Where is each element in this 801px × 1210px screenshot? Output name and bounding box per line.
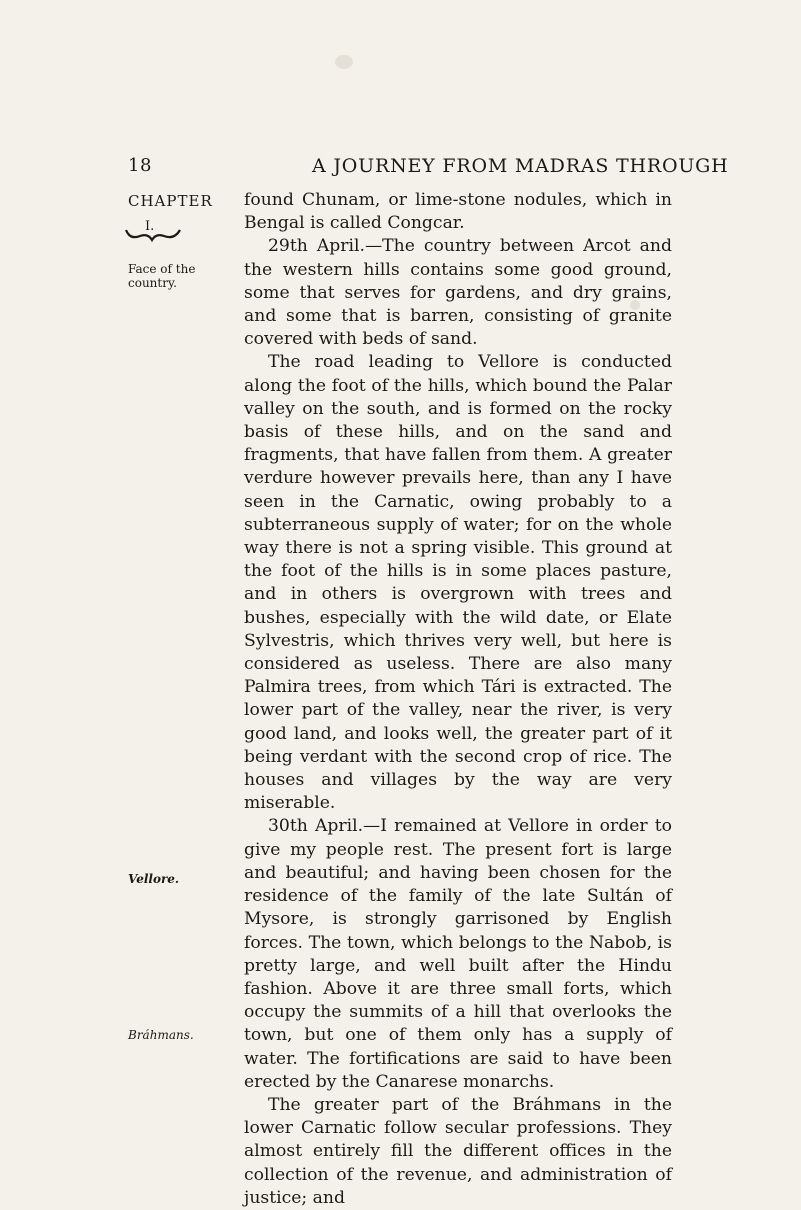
- paper-stain: [335, 55, 353, 69]
- paragraph-chunam: found Chunam, or lime-stone nodules, which in Bengal is called Congcar.: [244, 190, 672, 234]
- chapter-label: CHAPTER: [128, 192, 213, 210]
- margin-note-vellore: Vellore.: [128, 872, 180, 886]
- page-number: 18: [128, 155, 152, 176]
- paragraph-brahmans: The greater part of the Bráhmans in the lower Carnatic follow secular professions. They almost entirely fill the different offices in the collection of the revenue, and administration of justice; and: [244, 1094, 672, 1208]
- chapter-number: I.: [145, 219, 155, 234]
- body-text: [244, 189, 672, 1210]
- margin-note-brahmans: Bráhmans.: [128, 1028, 194, 1042]
- margin-note-face-of-country: Face of the country.: [128, 262, 196, 290]
- paragraph-30th-april: 30th April.—I remained at Vellore in order to give my people rest. The present fort is large and beautiful; and having been chosen for the residence of the family of the late Sultán of Mysore, is strongly garrisoned by English forces. The town, which belongs to the Nabob, is pretty large, and well built after the Hindu fashion. Above it are three small forts, which occupy the summits of a hill that overlooks the town, but one of them only has a supply of water. The fortifications are said to have been erected by the Canarese monarchs.: [244, 816, 672, 1092]
- paragraph-29th-april: 29th April.—The country between Arcot and the western hills contains some good ground, some that serves for gardens, and dry grains, and some that is barren, consisting of granite covered with beds of sand.: [244, 236, 672, 350]
- paragraph-road-to-vellore: The road leading to Vellore is conducted along the foot of the hills, which bound the Palar valley on the south, and is formed on the rocky basis of these hills, and on the sand and fragments, that have fallen from them. A greater verdure however prevails here, than any I have seen in the Carnatic, owing probably to a subterraneous supply of water; for on the whole way there is not a spring visible. This ground at the foot of the hills is in some places pasture, and in others is overgrown with trees and bushes, especially with the wild date, or Elate Sylvestris, which thrives very well, but here is considered as useless. There are also many Palmira trees, from which Tári is extracted. The lower part of the valley, near the river, is very good land, and looks well, the greater part of it being verdant with the second crop of rice. The houses and villages by the way are very miserable.: [244, 352, 672, 814]
- running-title: A JOURNEY FROM MADRAS THROUGH: [312, 155, 729, 177]
- running-head: [0, 155, 801, 185]
- brace-ornament-icon: [124, 226, 184, 244]
